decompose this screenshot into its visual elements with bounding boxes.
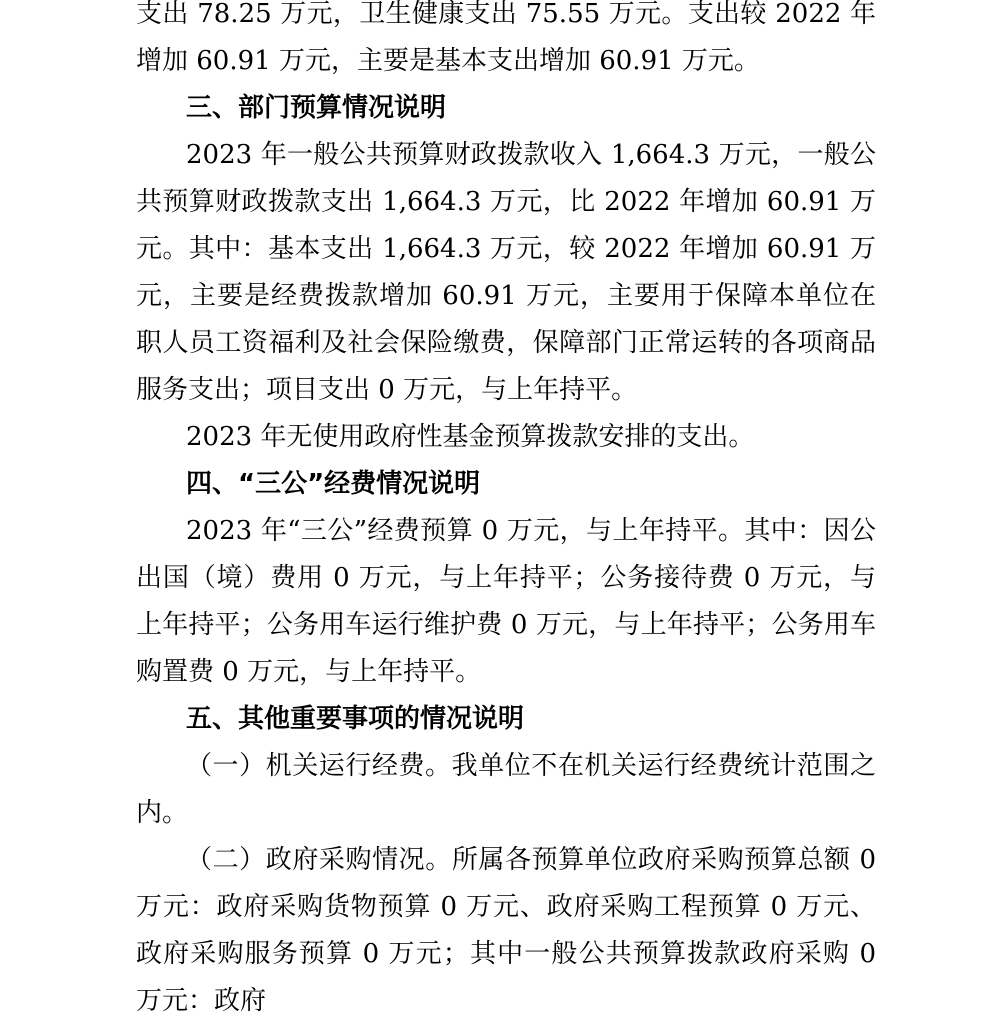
- section-heading-three: 三、部门预算情况说明: [186, 93, 447, 123]
- section-heading-four: 四、“三公”经费情况说明: [186, 469, 481, 499]
- section-heading-five: 五、其他重要事项的情况说明: [186, 704, 525, 734]
- paragraph-government-fund: 2023 年无使用政府性基金预算拨款安排的支出。: [186, 422, 755, 452]
- paragraph-continued: 支出 78.25 万元，卫生健康支出 75.55 万元。支出较 2022 年增加 60.91 万元，主要是基本支出增加 60.91 万元。: [136, 0, 876, 76]
- paragraph-sangong-expense: 2023 年“三公”经费预算 0 万元，与上年持平。其中：因公出国（境）费用 0 万元，与上年持平；公务接待费 0 万元，与上年持平；公务用车运行维护费 0 万元，与上年持平；公务用车购置费 0 万元，与上年持平。: [136, 516, 876, 687]
- paragraph-government-procurement: （二）政府采购情况。所属各预算单位政府采购预算总额 0 万元：政府采购货物预算 0 万元、政府采购工程预算 0 万元、政府采购服务预算 0 万元；其中一般公共预算拨款政府采购 0 万元：政府: [136, 845, 876, 1016]
- paragraph-budget-summary: 2023 年一般公共预算财政拨款收入 1,664.3 万元，一般公共预算财政拨款支出 1,664.3 万元，比 2022 年增加 60.91 万元。其中：基本支出 1,664.3 万元，较 2022 年增加 60.91 万元，主要是经费拨款增加 60.91 万元，主要用于保障本单位在职人员工资福利及社会保险缴费，保障部门正常运转的各项商品服务支出；项目支出 0 万元，与上年持平。: [136, 140, 876, 405]
- document-page: [136, 0, 876, 1025]
- paragraph-operating-expense: （一）机关运行经费。我单位不在机关运行经费统计范围之内。: [136, 751, 876, 828]
